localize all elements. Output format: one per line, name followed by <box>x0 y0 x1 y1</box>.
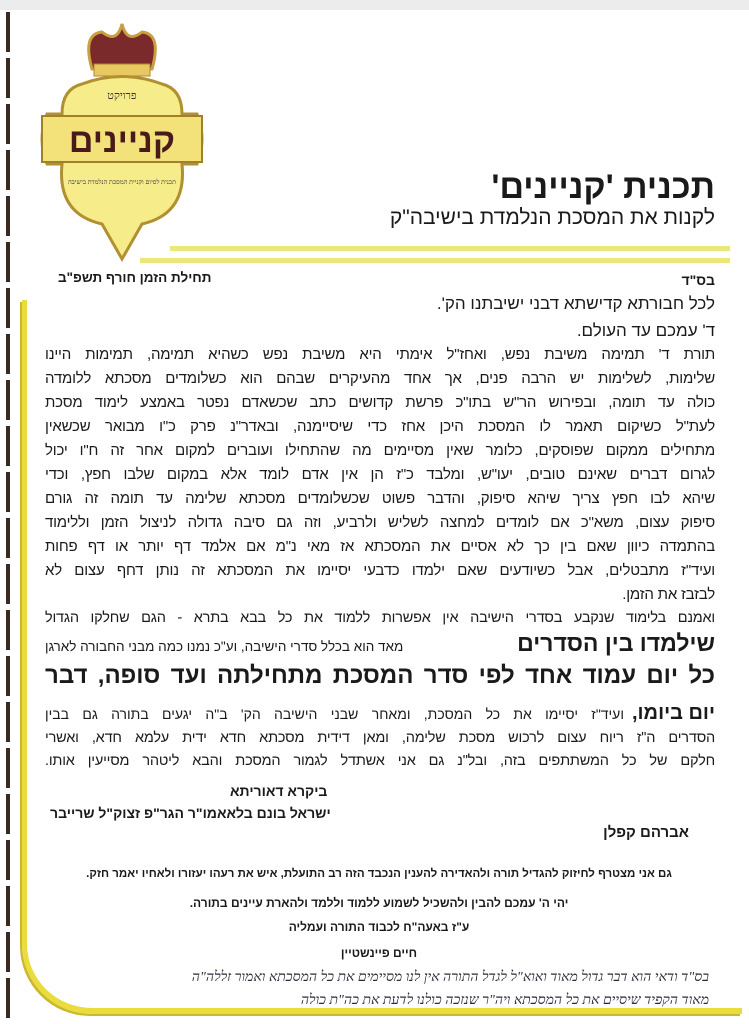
crown-icon <box>89 24 156 76</box>
handwritten-note: מאוד הקפיד שיסיים את כל המסכתא ויה"ר שנזכה כולנו לדעת את כה"ת כולה <box>300 993 709 1008</box>
bsd-mark: בס"ד <box>681 272 715 288</box>
text: מאד הוא בכלל סדרי הישיבה, וע"כ נמנו כמה מבני החבורה לארגן <box>45 639 404 654</box>
paragraph-line: הסדרים ה"ז ריוח עצום לרכוש מסכת שלימה, ומאן דידית מסכתא חדא ידית עלמא חדא, ואשרי <box>45 730 715 746</box>
page-subtitle: לקנות את המסכת הנלמדת בישיבה"ק <box>389 206 715 229</box>
paragraph-line: לעת"ל כשיקום תאמר לו המסכת היכן אחז כדי שיסיימנה, ובאדר"נ פרק כ"ו מבואר שכשאין <box>45 418 715 435</box>
paragraph-line <box>45 630 715 657</box>
page-title: תכנית 'קניינים' <box>491 168 715 206</box>
date-line: תחילת הזמן חורף תשפ"ב <box>58 270 212 285</box>
paragraph-line: ואמנם בלימוד שנקבע בסדרי הישיבה אין אפשרות ללמוד את כל בבא בתרא - הגם שחלקו הגדול <box>45 610 715 626</box>
handwritten-note: בס"ד ודאי הוא דבר גדול מאוד ואוא"ל לגדל התורה אין לנו מסיימים את כל המסכתא ואמור זללה"ה <box>191 970 709 985</box>
signature: ישראל בונם בלאאמו"ר הגר"פ זצוק"ל שרייבר <box>50 805 331 821</box>
paragraph-line: שלימות, לשלימות יש הרבה פנים, אך אחד מהעיקרים שבהם הוא כשלומדים מסכתא ללומדה <box>45 370 715 387</box>
left-page-edge <box>6 12 10 1020</box>
paragraph-line: ועיד"ז מתבטלים, אבל כשיודעים שאם ילמדו כדבעי יסיימו את המסכתא זה נותן דחף עצום לא <box>45 562 715 579</box>
addendum-line: גם אני מצטרף לחיזוק להגדיל תורה ולהאדירה להענין הנכבד הזה רב התועלת, איש את רעהו יעזורו ולאחיו יאמר חזק. <box>86 868 672 880</box>
paragraph-line: לבזבז את הזמן. <box>622 586 715 603</box>
greeting-line: ד' עמכם עד העולם. <box>576 321 715 340</box>
emphasis-text: שילמדו בין הסדרים <box>517 630 715 656</box>
paragraph-line: מתחילים ממקום שפוסקים, כלומר שאין מסיימים מה שהתחילו ועוברים למקום אחר זה ח"ו יכול <box>45 442 715 459</box>
kinyanim-logo <box>22 14 222 264</box>
divider-line <box>140 258 730 263</box>
paragraph-line: חלקם של כל המשתתפים בזה, ובל"נ גם אני אשתדל לגמור המסכת והבא ליטהר מסייעין אותו. <box>45 753 715 769</box>
addendum-line: ע"ז באעה"ח לכבוד התורה ועמליה <box>288 920 470 934</box>
logo-arc-text: תכנית לסיום וקניית המסכת הנלמדת בישיבה <box>67 179 177 186</box>
greeting-line: לכל חבורתא קדישתא דבני ישיבתנו הק'. <box>436 294 715 313</box>
paragraph-line: תורת ד' תמימה משיבת נפש, ואחז"ל אימתי היא משיבת נפש כשהיא תמימה, תמימות היינו <box>45 346 715 363</box>
divider-line <box>170 246 730 251</box>
addendum-line: יהי ה' עמכם להבין ולהשכיל לשמוע ללמוד וללמד ולהארת עיינים בתורה. <box>189 896 569 910</box>
addendum-signature: חיים פיינשטיין <box>340 946 418 960</box>
paragraph-line <box>45 702 715 725</box>
closing-line: ביקרא דאוריתא <box>230 783 328 799</box>
paragraph-line: לגרום דברים שאינם טובים, יעו"ש, ומלבד כ"ז הן אין אדם לומד אלא במקום שלבו חפץ, וכדי <box>45 466 715 483</box>
signature: אברהם קפלן <box>603 824 689 841</box>
text: ועיד"ז יסיימו את כל המסכת, ומאחר שבני הישיבה הק' ב"ה יגעים בתורה גם בבין <box>45 706 624 722</box>
paragraph-line: שיהא לבו חפץ צריך שיהא סיפוק, והדבר פשוט שכשלומדים מסכתא שלימה עד תומה זה גורם <box>45 490 715 507</box>
logo-name: קניינים <box>68 122 176 160</box>
logo-top-text: פרויקט <box>107 90 137 102</box>
paragraph-line: כולה עד תומה, ובפירוש הר"ש בתו"כ פרשת קדושים כתב שכשאדם נפטר באמצע לימוד מסכת <box>45 394 715 411</box>
paragraph-line: סיפוק עצום, משא"כ אם לומדים למחצה לשליש ולרביע, וזה גם סיבה גדולה לניצול הזמן וללימוד <box>45 514 715 531</box>
top-scan-strip <box>0 0 749 10</box>
emphasis-text: יום ביומו, <box>631 702 715 724</box>
emphasis-line: כל יום עמוד אחד לפי סדר המסכת מתחילתה ועד סופה, דבר <box>45 662 715 689</box>
paragraph-line: בהתמדה כיוון שאם בין כך לא אסיים את המסכתא אז מאי נ"מ אם אלמד דף יותר או דף פחות <box>45 538 715 555</box>
